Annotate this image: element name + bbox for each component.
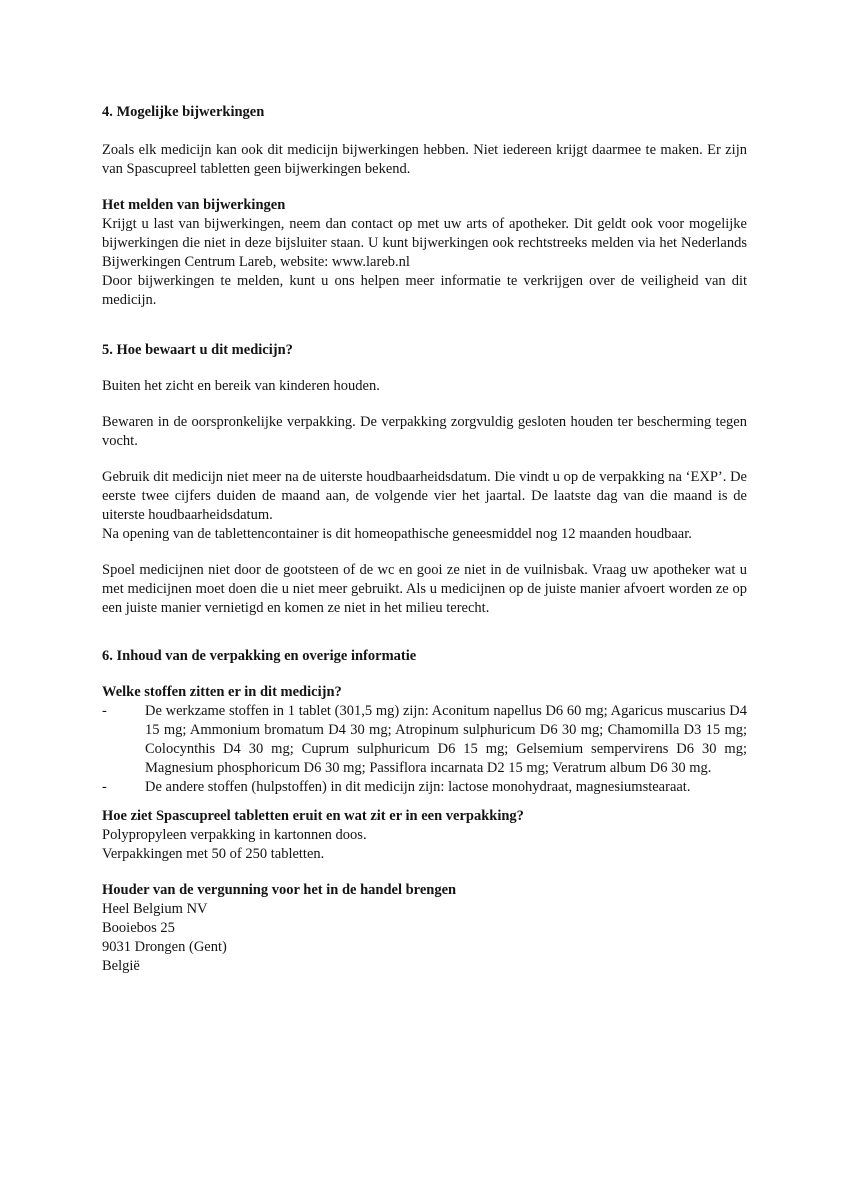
uiterlijk-line-2: Verpakkingen met 50 of 250 tabletten. — [102, 846, 325, 862]
spacer — [102, 451, 747, 468]
houder-address-line: België — [102, 958, 140, 974]
houder-subheading: Houder van de vergunning voor het in de handel brengen — [102, 882, 457, 898]
section-6-heading: 6. Inhoud van de verpakking en overige informatie — [102, 648, 417, 664]
spacer — [102, 179, 747, 196]
leaflet-content — [102, 103, 747, 976]
houder-address-line: 9031 Drongen (Gent) — [102, 939, 227, 955]
list-dash-marker: - — [102, 703, 107, 719]
spacer — [102, 360, 747, 377]
section-4-intro-paragraph: Zoals elk medicijn kan ook dit medicijn bijwerkingen hebben. Niet iedereen krijgt daarmee te maken. Er zijn van Spascupreel tabletten geen bijwerkingen bekend. — [102, 142, 747, 177]
spacer — [102, 864, 747, 881]
houder-address-line: Heel Belgium NV — [102, 901, 208, 917]
bewaren-paragraph-verpakking: Bewaren in de oorspronkelijke verpakking. De verpakking zorgvuldig gesloten houden ter bescherming tegen vocht. — [102, 414, 747, 449]
uiterlijk-subheading: Hoe ziet Spascupreel tabletten eruit en wat zit er in een verpakking? — [102, 808, 524, 824]
melden-subheading: Het melden van bijwerkingen — [102, 197, 286, 213]
spacer — [102, 544, 747, 561]
stoffen-list-item-text: De werkzame stoffen in 1 tablet (301,5 mg) zijn: Aconitum napellus D6 60 mg; Agaricus muscarius D4 15 mg; Ammonium bromatum D4 30 mg; Atropinum sulphuricum D6 30 mg; Chamomilla D3 15 mg; Colocynthis D4 30 mg; Cuprum sulphuricum D6 15 mg; Gelsemium sempervirens D6 30 mg; Magnesium phosphoricum D6 30 mg; Passiflora incarnata D2 15 mg; Veratrum album D6 30 mg. — [145, 703, 747, 776]
bewaren-paragraph-houdbaarheid: Gebruik dit medicijn niet meer na de uiterste houdbaarheidsdatum. Die vindt u op de verpakking na ‘EXP’. De eerste twee cijfers duiden de maand aan, de volgende vier het jaartal. De laatste dag van die maand is de uiterste houdbaarheidsdatum. — [102, 469, 747, 523]
spacer — [102, 797, 747, 807]
stoffen-subheading: Welke stoffen zitten er in dit medicijn? — [102, 684, 342, 700]
stoffen-list-item-text: De andere stoffen (hulpstoffen) in dit medicijn zijn: lactose monohydraat, magnesiumstearaat. — [145, 779, 691, 795]
bewaren-paragraph-afvoer: Spoel medicijnen niet door de gootsteen of de wc en gooi ze niet in de vuilnisbak. Vraag uw apotheker wat u met medicijnen moet doen die u niet meer gebruikt. Als u medicijnen op de juiste manier afvoert worden ze op een juiste manier vernietigd en komen ze niet in het milieu terecht. — [102, 562, 747, 616]
section-5-heading: 5. Hoe bewaart u dit medicijn? — [102, 342, 293, 358]
bewaren-paragraph-opening: Na opening van de tablettencontainer is dit homeopathische geneesmiddel nog 12 maanden houdbaar. — [102, 526, 692, 542]
bewaren-paragraph-kinderen: Buiten het zicht en bereik van kinderen houden. — [102, 378, 380, 394]
spacer — [102, 666, 747, 683]
spacer — [102, 396, 747, 413]
stoffen-list-item — [102, 778, 747, 797]
spacer — [102, 122, 747, 141]
stoffen-list-item — [102, 702, 747, 778]
list-dash-marker: - — [102, 779, 107, 795]
melden-paragraph-2: Door bijwerkingen te melden, kunt u ons helpen meer informatie te verkrijgen over de veiligheid van dit medicijn. — [102, 273, 747, 308]
houder-address-line: Booiebos 25 — [102, 920, 175, 936]
section-4-heading: 4. Mogelijke bijwerkingen — [102, 104, 265, 120]
spacer — [102, 618, 747, 647]
melden-paragraph-1: Krijgt u last van bijwerkingen, neem dan contact op met uw arts of apotheker. Dit geldt ook voor mogelijke bijwerkingen die niet in deze bijsluiter staan. U kunt bijwerkingen ook rechtstreeks melden via het Nederlands Bijwerkingen Centrum Lareb, website: www.lareb.nl — [102, 216, 747, 270]
uiterlijk-line-1: Polypropyleen verpakking in kartonnen doos. — [102, 827, 367, 843]
spacer — [102, 310, 747, 341]
